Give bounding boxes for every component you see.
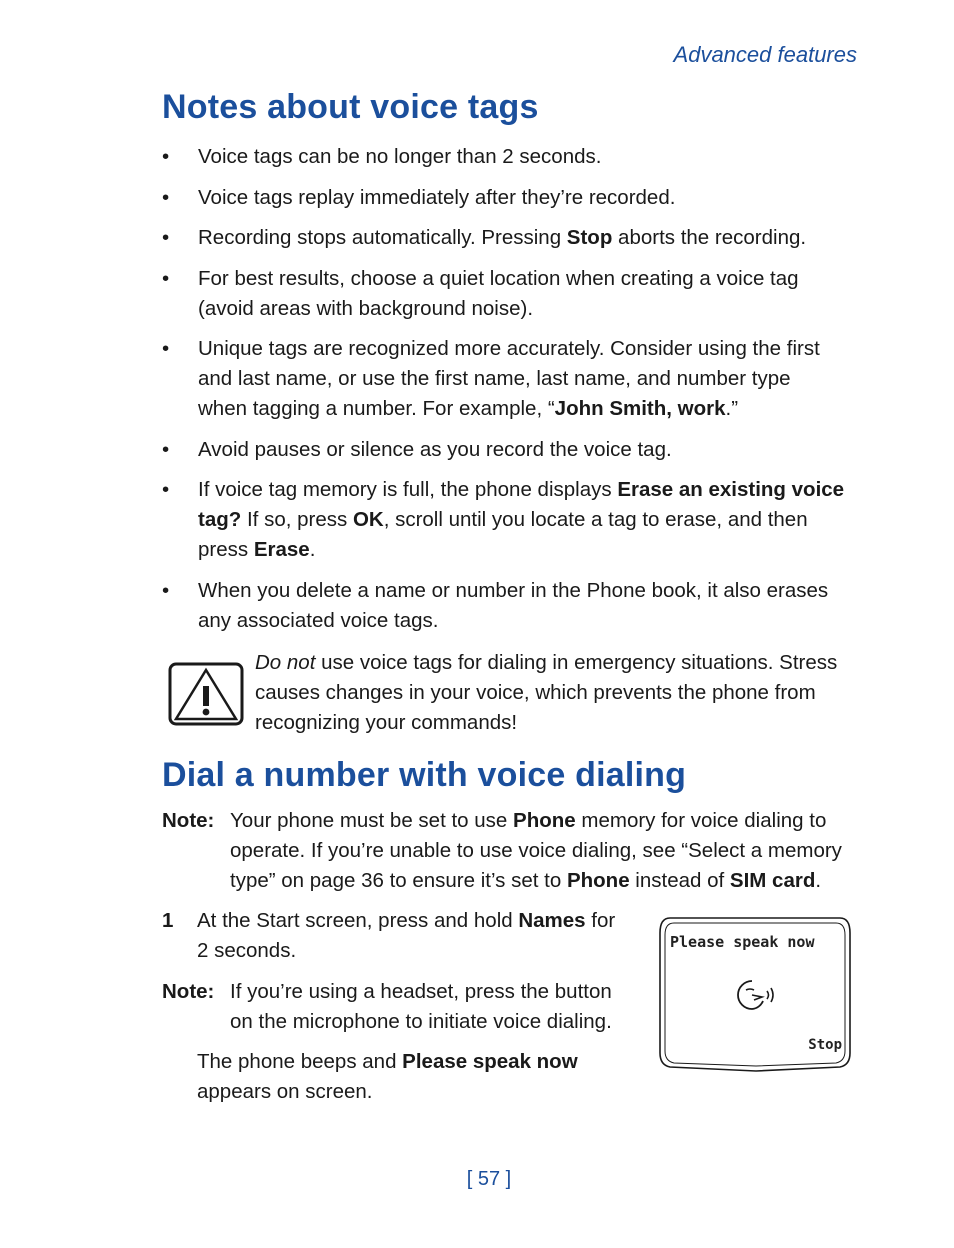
note-body	[230, 806, 842, 896]
step-line: At the Start screen, press and hold	[197, 909, 519, 932]
bullet-text: .	[309, 538, 316, 561]
bullet: •	[162, 185, 170, 209]
bullet-text: For best results, choose a quiet location when creating a voice tag	[198, 266, 799, 290]
note-text: instead of	[629, 869, 730, 892]
running-head: Advanced features	[673, 42, 857, 67]
softkey-stop: Stop	[808, 1037, 842, 1053]
note-text: .	[815, 869, 822, 892]
bullet: •	[162, 266, 170, 290]
bullet-text: Recording stops automatically. Pressing	[198, 226, 567, 249]
key-names: Names	[518, 909, 586, 932]
warning-triangle-icon	[168, 662, 244, 726]
list-item	[162, 435, 862, 465]
warning-text	[255, 648, 865, 738]
display-message: Erase an existing voice	[617, 478, 845, 501]
screen-title: Please speak now	[670, 933, 815, 951]
list-item	[162, 183, 862, 213]
note-text: operate. If you’re unable to use voice dialing, see “Select a memory	[230, 839, 842, 862]
bullet-text: Voice tags can be no longer than 2 seconds.	[198, 145, 602, 168]
bullet-text: Voice tags replay immediately after they’re recorded.	[198, 185, 676, 209]
note-label: Note:	[162, 980, 215, 1003]
key-stop: Stop	[566, 226, 613, 249]
step-text	[197, 906, 642, 966]
section-title-voice-tags: Notes about voice tags	[162, 88, 539, 126]
bullet-text: any associated voice tags.	[198, 608, 439, 632]
note-text: on the microphone to initiate voice dialing.	[230, 1010, 612, 1033]
warning-line: use voice tags for dialing in emergency situations. Stress	[315, 651, 838, 674]
memory-sim-card: SIM card	[729, 869, 816, 892]
phone-screen-illustration	[656, 915, 854, 1075]
bullet-text: aborts the recording.	[612, 226, 807, 249]
memory-phone: Phone	[566, 869, 630, 892]
list-item	[162, 475, 862, 565]
bullet-text: , scroll until you locate a tag to erase, and then	[383, 508, 808, 531]
section-title-voice-dialing: Dial a number with voice dialing	[162, 756, 687, 794]
bullet: •	[162, 145, 170, 168]
step-number: 1	[162, 909, 174, 932]
bullet: •	[162, 478, 170, 501]
page-number: [ 57 ]	[466, 1168, 512, 1190]
bullet-text: .”	[725, 397, 739, 420]
warning-line: causes changes in your voice, which prevents the phone from	[255, 681, 816, 704]
key-ok: OK	[352, 508, 384, 531]
note-text: type” on page 36 to ensure it’s set to	[230, 869, 567, 892]
note-phone-memory	[162, 806, 862, 896]
voice-tag-notes-list	[162, 142, 862, 646]
step-line: for	[585, 909, 616, 932]
bullet: •	[162, 337, 170, 360]
note-text: memory for voice dialing to	[575, 809, 827, 832]
para-text: The phone beeps and	[197, 1050, 403, 1073]
list-item	[162, 223, 862, 253]
step-line: 2 seconds.	[197, 939, 297, 962]
bullet-text: and last name, or use the first name, last name, and number type	[198, 367, 791, 390]
key-erase: Erase	[253, 538, 310, 561]
bullet-text: If so, press	[241, 508, 353, 531]
note-headset	[162, 977, 642, 1037]
speaking-face-icon	[732, 977, 778, 1013]
warning-emphasis: Do not	[255, 651, 316, 674]
bullet-text: press	[198, 538, 254, 561]
bullet-text: (avoid areas with background noise).	[198, 296, 534, 320]
bullet-text: When you delete a name or number in the Phone book, it also erases	[198, 578, 829, 602]
example-name: John Smith, work	[554, 397, 726, 420]
list-item	[162, 264, 862, 324]
note-body	[230, 977, 612, 1037]
bullet-text: when tagging a number. For example, “	[198, 397, 555, 420]
bullet-text: Avoid pauses or silence as you record the voice tag.	[198, 437, 672, 461]
list-item	[162, 334, 862, 424]
bullet-text: If voice tag memory is full, the phone displays	[198, 478, 618, 501]
memory-phone: Phone	[513, 809, 576, 832]
note-text: Your phone must be set to use	[230, 809, 514, 832]
bullet: •	[162, 226, 170, 249]
bullet: •	[162, 578, 170, 602]
note-label: Note:	[162, 809, 215, 832]
display-message: Please speak now	[402, 1050, 578, 1073]
list-item	[162, 142, 862, 172]
result-paragraph	[197, 1047, 617, 1107]
display-message: tag?	[198, 508, 242, 531]
warning-line: recognizing your commands!	[255, 711, 518, 734]
bullet-text: Unique tags are recognized more accurately. Consider using the first	[198, 337, 820, 360]
note-text: If you’re using a headset, press the button	[230, 980, 612, 1003]
para-text: appears on screen.	[197, 1080, 373, 1103]
list-item	[162, 576, 862, 636]
bullet: •	[162, 437, 170, 461]
